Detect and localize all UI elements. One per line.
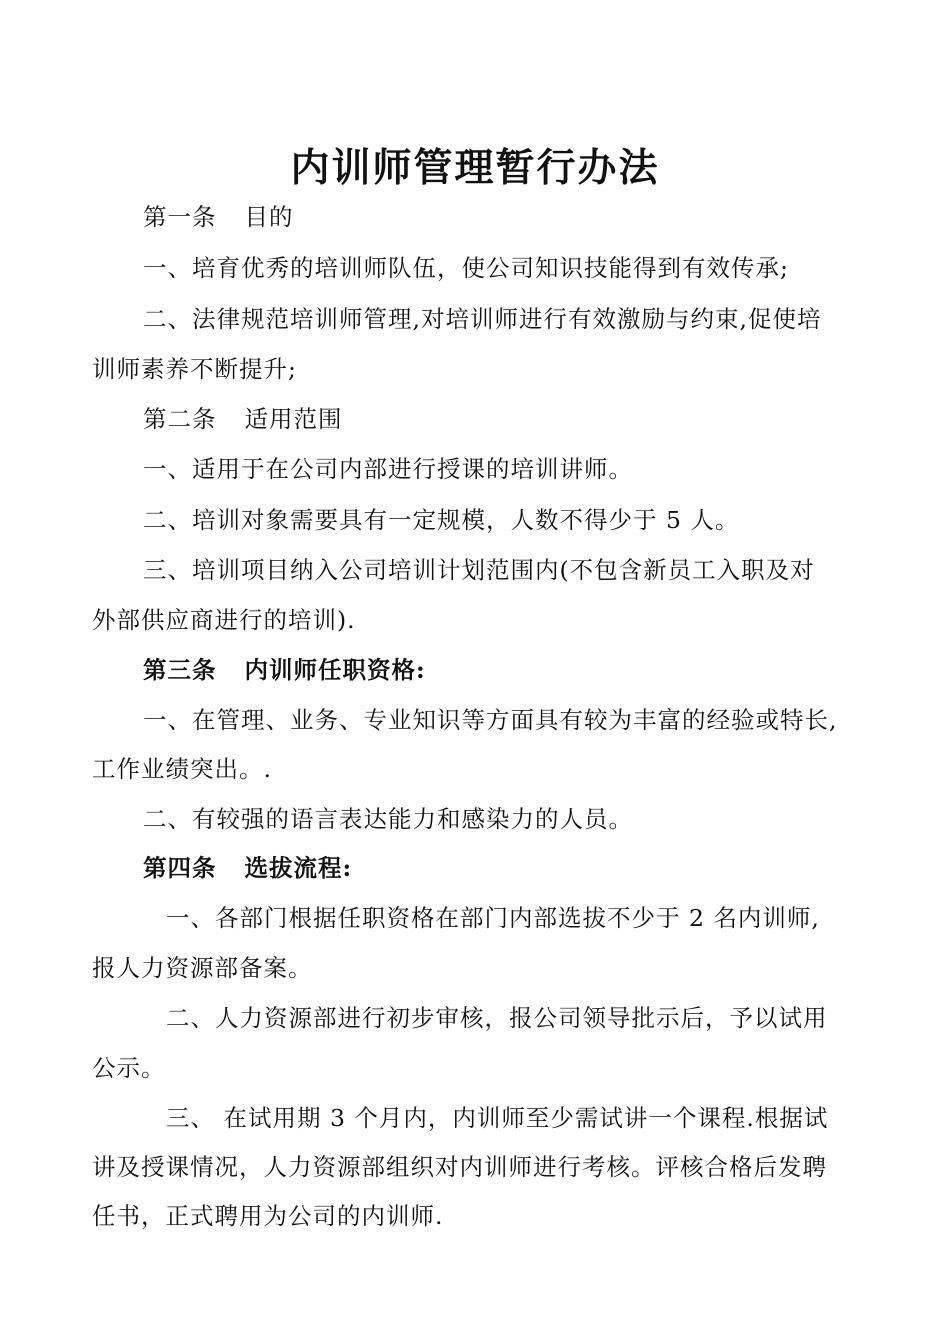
article-3-paragraph-2: 二、有较强的语言表达能力和感染力的人员。: [143, 805, 633, 833]
article-4-number: 第四条: [143, 854, 217, 882]
article-3-name: 内训师任职资格:: [244, 656, 426, 684]
article-1-paragraph-2-line-1: 二、法律规范培训师管理,对培训师进行有效激励与约束,促使培: [143, 305, 822, 333]
article-2-paragraph-3-line-1: 三、培训项目纳入公司培训计划范围内(不包含新员工入职及对: [143, 556, 815, 584]
article-3-heading: [143, 653, 426, 687]
article-2-name: 适用范围: [244, 405, 343, 433]
article-4-paragraph-2-line-1: 二、人力资源部进行初步审核，报公司领导批示后，予以试用: [166, 1004, 828, 1032]
article-2-paragraph-3-line-2: 外部供应商进行的培训).: [92, 606, 356, 634]
article-1-heading: [143, 200, 294, 234]
article-2-paragraph-2: 二、培训对象需要具有一定规模，人数不得少于 5 人。: [143, 506, 740, 534]
article-4-paragraph-2-line-2: 公示。: [92, 1054, 166, 1082]
article-3-paragraph-1-line-2: 工作业绩突出。.: [92, 755, 272, 783]
article-4-paragraph-3-line-1: 三、 在试用期 3 个月内，内训师至少需试讲一个课程.根据试: [166, 1104, 829, 1132]
article-4-paragraph-1-line-1: 一、各部门根据任职资格在部门内部选拔不少于 2 名内训师,: [166, 904, 820, 932]
article-4-paragraph-1-line-2: 报人力资源部备案。: [92, 954, 313, 982]
article-1-name: 目的: [244, 203, 294, 231]
article-2-heading: [143, 402, 343, 436]
article-1-paragraph-2-line-2: 训师素养不断提升;: [92, 355, 297, 383]
article-4-paragraph-3-line-3: 任书，正式聘用为公司的内训师.: [92, 1202, 444, 1230]
article-4-name: 选拔流程:: [244, 854, 353, 882]
article-4-heading: [143, 851, 352, 885]
article-1-number: 第一条: [143, 203, 217, 231]
article-3-paragraph-1-line-1: 一、在管理、业务、专业知识等方面具有较为丰富的经验或特长,: [143, 706, 838, 734]
article-2-paragraph-1: 一、适用于在公司内部进行授课的培训讲师。: [143, 455, 633, 483]
article-1-paragraph-1: 一、培育优秀的培训师队伍，使公司知识技能得到有效传承;: [143, 254, 789, 282]
document-title: 内训师管理暂行办法: [290, 145, 660, 191]
article-3-number: 第三条: [143, 656, 217, 684]
article-2-number: 第二条: [143, 405, 217, 433]
article-4-paragraph-3-line-2: 讲及授课情况，人力资源部组织对内训师进行考核。评核合格后发聘: [92, 1153, 827, 1181]
